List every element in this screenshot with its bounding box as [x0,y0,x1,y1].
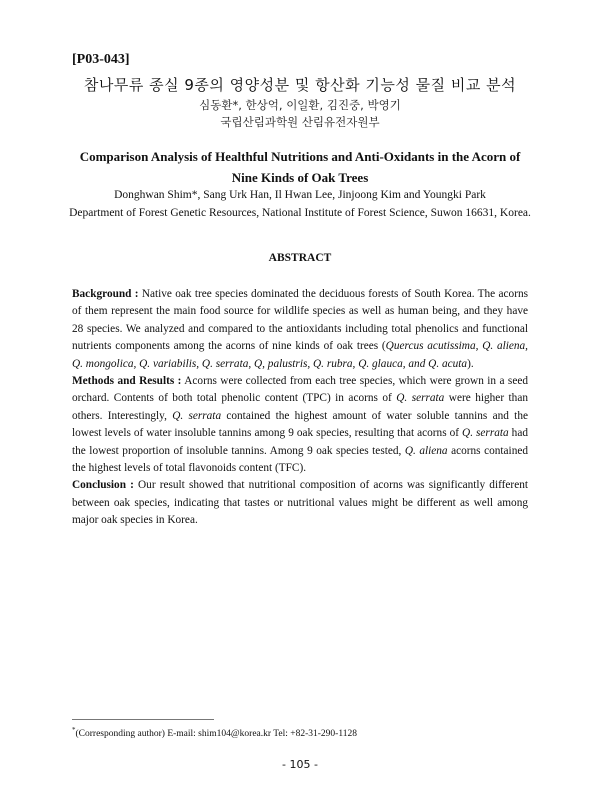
methods-text-2: were higher than others. Interestingly, [72,392,528,422]
methods-text-5: acorns contained the highest levels of total flavonoids content (TFC). [72,444,529,475]
english-authors: Donghwan Shim*, Sang Urk Han, Il Hwan Lee, Jinjoong Kim and Youngki Park [114,189,486,201]
methods-label: Methods and Results : [72,375,182,388]
korean-authors: 심동환*, 한상억, 이일환, 김진중, 박영기 [199,98,401,112]
background-end: ). [467,357,474,370]
conclusion-text: Our result showed that nutritional composition of acorns was significantly different between oak species, indicating that tastes or nutritional values might be different as well among major oak species in Korea. [72,479,528,527]
korean-institute: 국립산림과학원 산림유전자원부 [220,115,380,129]
english-title-line-1: Comparison Analysis of Healthful Nutritions and Anti-Oxidants in the Acorn of [79,149,521,164]
korean-title: 참나무류 종실 9종의 영양성분 및 항산화 기능성 물질 비교 분석 [83,76,517,94]
abstract-heading: ABSTRACT [268,252,332,264]
methods-text-1: Acorns were collected from each tree species, which were grown in a seed orchard. Contents of both total phenolic content (TPC) in acorns of [72,375,528,405]
methods-species-3: Q. serrata [462,427,509,440]
background-label: Background : [72,288,139,300]
methods-paragraph [72,373,528,477]
english-title [60,146,540,188]
conclusion-paragraph [72,477,528,529]
background-text: Native oak tree species dominated the deciduous forests of South Korea. The acorns of them represent the main food source for wildlife species as well as human being, and they have 28 species. We analyzed and compared to the antioxidants including total phenolics and functional nutrients components among the acorns of nine kinds of oak trees ( [72,288,528,353]
background-paragraph [72,286,528,373]
page-number: - 105 - [282,758,318,771]
english-title-line-2: Nine Kinds of Oak Trees [231,170,369,185]
footnote-text: (Corresponding author) E-mail: shim104@korea.kr Tel: +82-31-290-1128 [75,729,357,740]
poster-code: [P03-043] [72,52,130,67]
methods-species-1: Q. serrata [396,392,445,405]
methods-text-3: contained the highest amount of water soluble tannins and the lowest levels of water insoluble tannins among 9 oak species, resulting that acorns of [72,409,528,440]
english-affiliation: Department of Forest Genetic Resources, National Institute of Forest Science, Suwon 16631, Korea. [69,207,531,219]
methods-species-2: Q. serrata [172,409,222,422]
footnote [72,726,357,739]
abstract-body [72,286,528,530]
species-list: Quercus acutissima, Q. aliena, Q. mongolica, Q. variabilis, Q. serrata, Q, palustris, Q. rubra, Q. glauca, and Q. acuta [72,340,529,370]
methods-text-4: had the lowest proportion of insoluble tannins. Among 9 oak species tested, [72,427,528,457]
footnote-divider [72,719,214,720]
conclusion-label: Conclusion : [72,479,134,492]
methods-species-4: Q. aliena [404,444,448,457]
footnote-mark: * [72,726,76,734]
